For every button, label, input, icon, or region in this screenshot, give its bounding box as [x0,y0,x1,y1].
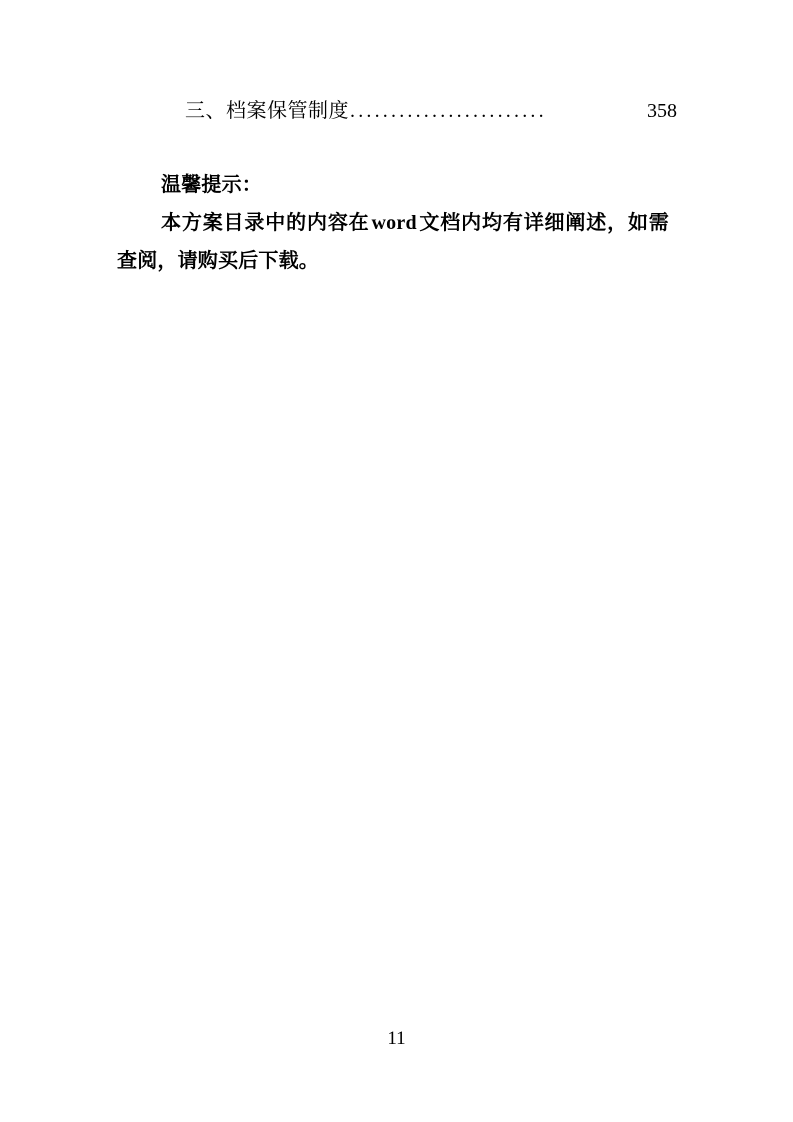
toc-entry-title: 三、档案保管制度 [185,100,349,122]
toc-leader-dots: ........................ [350,100,547,122]
notice-body [117,204,669,280]
notice-heading: 温馨提示： [161,174,262,196]
notice-body-part1: 本方案目录中的内容在 [161,212,370,234]
notice-body-part2: 文档内均有详细阐述，如需查阅，请购买后下载。 [117,212,670,272]
toc-entry[interactable] [117,96,677,126]
toc-entry-page-number: 358 [647,100,677,122]
page-content [117,96,677,280]
notice-body-latin-word: word [371,212,417,234]
page-number: 11 [387,1028,406,1049]
notice-block [117,166,677,280]
